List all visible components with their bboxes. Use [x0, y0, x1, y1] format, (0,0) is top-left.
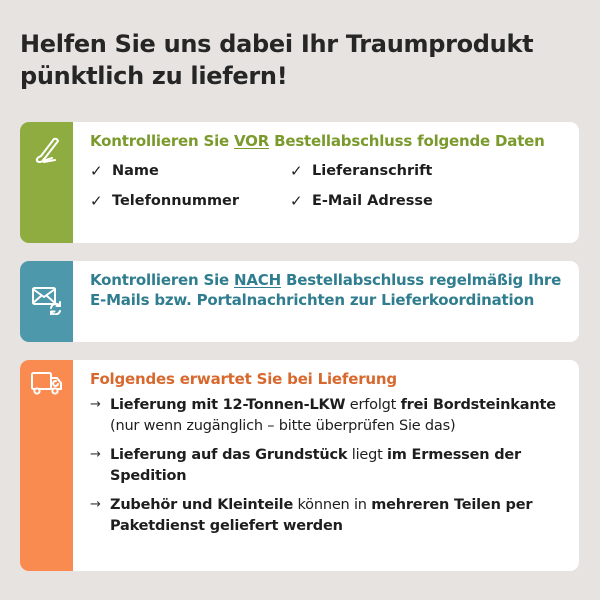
title-line-1: Helfen Sie uns dabei Ihr Traumprodukt: [20, 30, 534, 58]
truck-icon: [30, 370, 64, 398]
card-stripe-orange: [20, 360, 73, 571]
card-stripe-teal: [20, 261, 73, 342]
checkmark-icon: ✓: [90, 162, 103, 180]
checkmark-icon: ✓: [90, 192, 103, 210]
card-title: Kontrollieren Sie VOR Bestellabschluss folgende Daten: [90, 132, 545, 150]
checkmark-icon: ✓: [290, 192, 303, 210]
card-delivery-expectations: [20, 360, 579, 571]
card-title: Kontrollieren Sie NACH Bestellabschluss regelmäßig Ihre E-Mails bzw. Portalnachrichten zur Lieferkoordination: [90, 271, 562, 309]
card-stripe-green: [20, 122, 73, 243]
bullet-item-truck-delivery: → Lieferung mit 12-Tonnen-LKW erfolgt frei Bordsteinkante (nur wenn zugänglich – bitte überprüfen Sie das): [90, 395, 565, 436]
card-title: Folgendes erwartet Sie bei Lieferung: [90, 370, 397, 388]
arrow-right-icon: →: [90, 497, 101, 512]
signature-icon: [32, 136, 62, 166]
card-check-before-order: [20, 122, 579, 243]
bullet-list: [90, 395, 565, 536]
checklist: [90, 161, 565, 211]
bullet-item-parcel-delivery: → Zubehör und Kleinteile können in mehreren Teilen per Paketdienst geliefert werden: [90, 495, 565, 536]
checkmark-icon: ✓: [290, 162, 303, 180]
check-item-address: ✓ Lieferanschrift: [290, 162, 433, 180]
title-line-2: pünktlich zu liefern!: [20, 62, 288, 90]
emphasis-vor: VOR: [234, 132, 270, 150]
check-item-email: ✓ E-Mail Adresse: [290, 192, 433, 210]
card-check-after-order: [20, 261, 579, 342]
arrow-right-icon: →: [90, 397, 101, 412]
mail-sync-icon: [31, 283, 63, 315]
check-item-name: ✓ Name: [90, 162, 159, 180]
bullet-item-property-delivery: → Lieferung auf das Grundstück liegt im Ermessen der Spedition: [90, 445, 565, 486]
page-title: [20, 28, 590, 92]
arrow-right-icon: →: [90, 447, 101, 462]
emphasis-nach: NACH: [234, 271, 281, 289]
check-item-phone: ✓ Telefonnummer: [90, 192, 240, 210]
